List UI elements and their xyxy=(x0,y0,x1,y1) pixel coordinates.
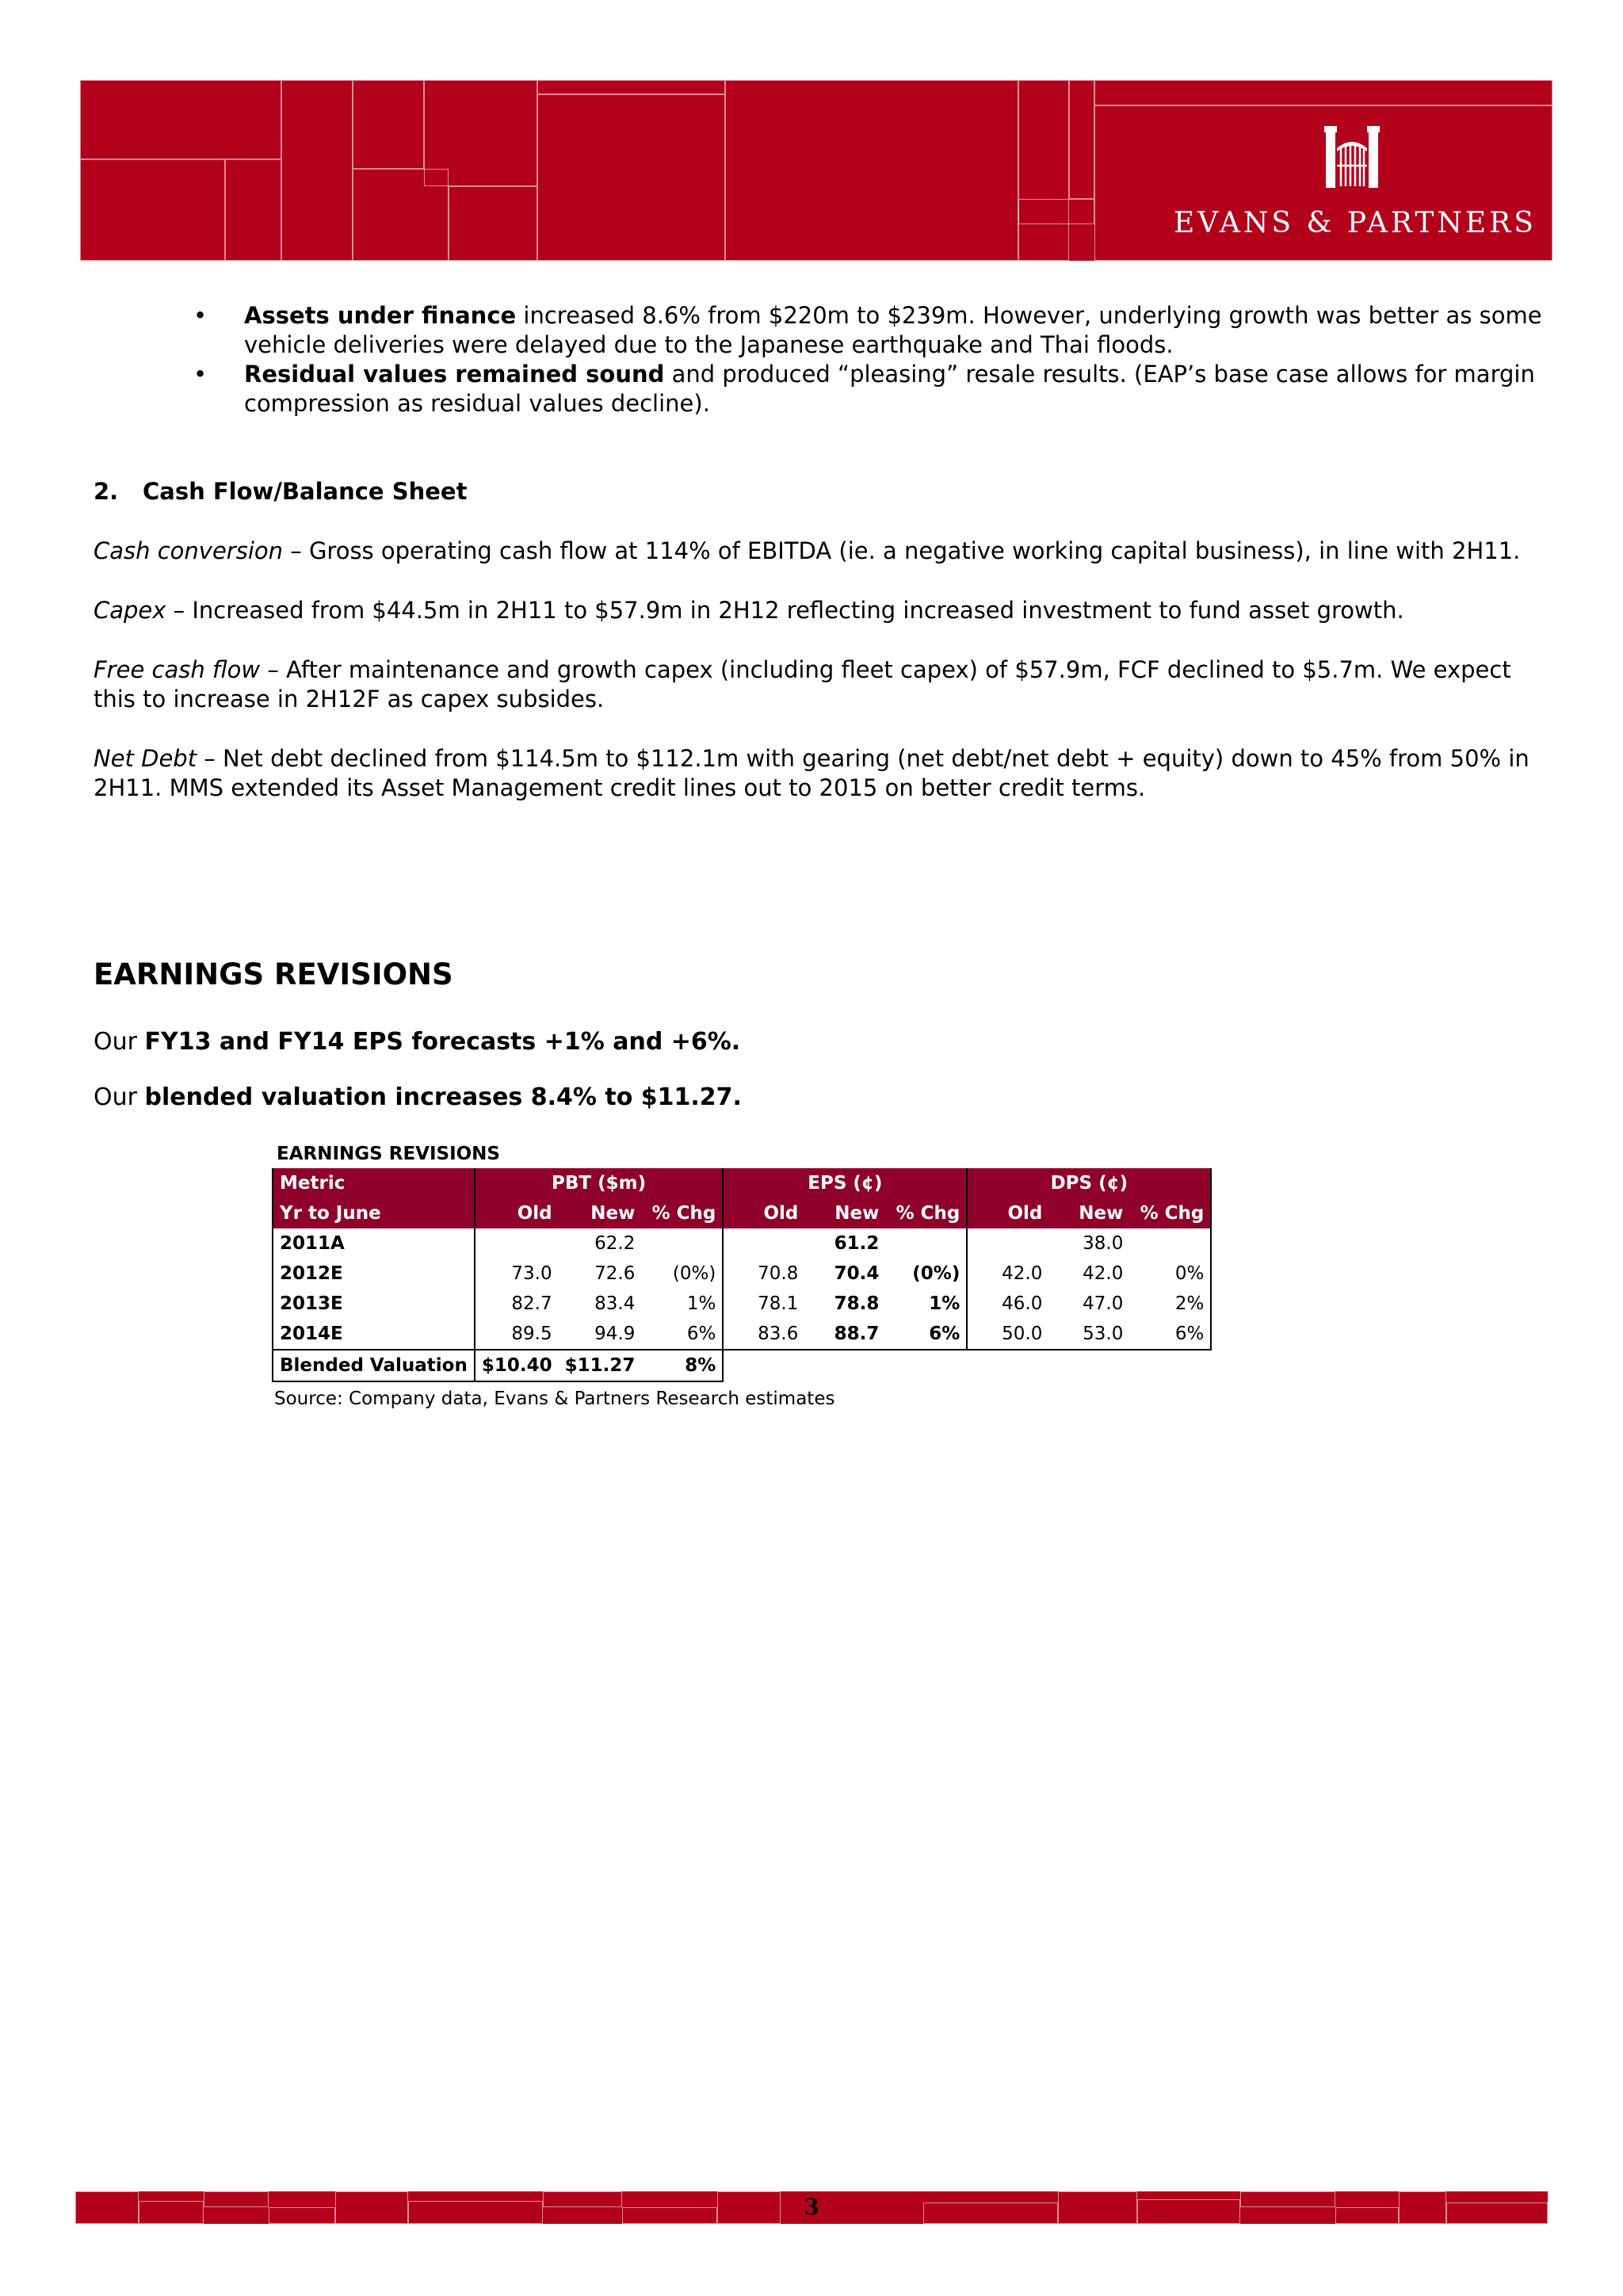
table-subheader-row: Yr to June Old New % Chg Old New % Chg Old New % Chg xyxy=(273,1198,1211,1228)
list-item: • Assets under finance increased 8.6% from $220m to $239m. However, underlying growth was better as some vehicle deliveries were delayed due to the Japanese earthquake and Thai floods. xyxy=(193,302,1542,358)
bullet-icon: • xyxy=(193,361,208,388)
header-banner xyxy=(80,80,1552,261)
revision-summary-valuation: Our blended valuation increases 8.4% to $11.27. xyxy=(94,1083,742,1111)
table-header-row: Metric PBT ($m) EPS (¢) DPS (¢) xyxy=(273,1168,1211,1198)
page-number: 3 xyxy=(804,2194,819,2220)
evans-partners-logo xyxy=(1174,124,1537,243)
paragraph: Cash conversion – Gross operating cash flow at 114% of EBITDA (ie. a negative working capital business), in line with 2H11. xyxy=(94,537,1521,564)
paragraph: Net Debt – Net debt declined from $114.5m to $112.1m with gearing (net debt/net debt + equity) down to 45% from 50% in 2H11. MMS extended its Asset Management credit lines out to 2015 on better credit terms. xyxy=(94,745,1529,801)
paragraph: Capex – Increased from $44.5m in 2H11 to $57.9m in 2H12 reflecting increased investment to fund asset growth. xyxy=(94,597,1404,624)
blended-valuation-row: Blended Valuation $10.40 $11.27 8% xyxy=(273,1350,1211,1381)
table-row: 2014E 89.5 94.9 6% 83.6 88.7 6% 50.0 53.0 6% xyxy=(273,1319,1211,1350)
paragraph: Free cash flow – After maintenance and growth capex (including fleet capex) of $57.9m, FCF declined to $5.7m. We expect this to increase in 2H12F as capex subsides. xyxy=(94,656,1511,712)
table-title: EARNINGS REVISIONS xyxy=(277,1144,500,1164)
revision-summary-eps: Our FY13 and FY14 EPS forecasts +1% and +6%. xyxy=(94,1028,741,1056)
earnings-revisions-table xyxy=(272,1168,1212,1382)
table-row: 2013E 82.7 83.4 1% 78.1 78.8 1% 46.0 47.0 2% xyxy=(273,1289,1211,1319)
list-item: • Residual values remained sound and produced “pleasing” resale results. (EAP’s base case allows for margin compression as residual values decline). xyxy=(193,361,1535,417)
brand-wordmark: EVANS & PARTNERS xyxy=(1174,207,1537,239)
bullet-icon: • xyxy=(193,302,208,329)
table-row: 2012E 73.0 72.6 (0%) 70.8 70.4 (0%) 42.0 42.0 0% xyxy=(273,1259,1211,1289)
table-row: 2011A 62.2 61.2 38.0 xyxy=(273,1228,1211,1259)
gate-logo-icon xyxy=(1324,124,1380,188)
bullet-list xyxy=(94,301,1552,418)
table-source-note: Source: Company data, Evans & Partners Research estimates xyxy=(274,1389,835,1409)
body-text xyxy=(94,301,1552,803)
earnings-revisions-heading: EARNINGS REVISIONS xyxy=(94,957,453,991)
section-heading: 2. Cash Flow/Balance Sheet xyxy=(94,478,468,505)
